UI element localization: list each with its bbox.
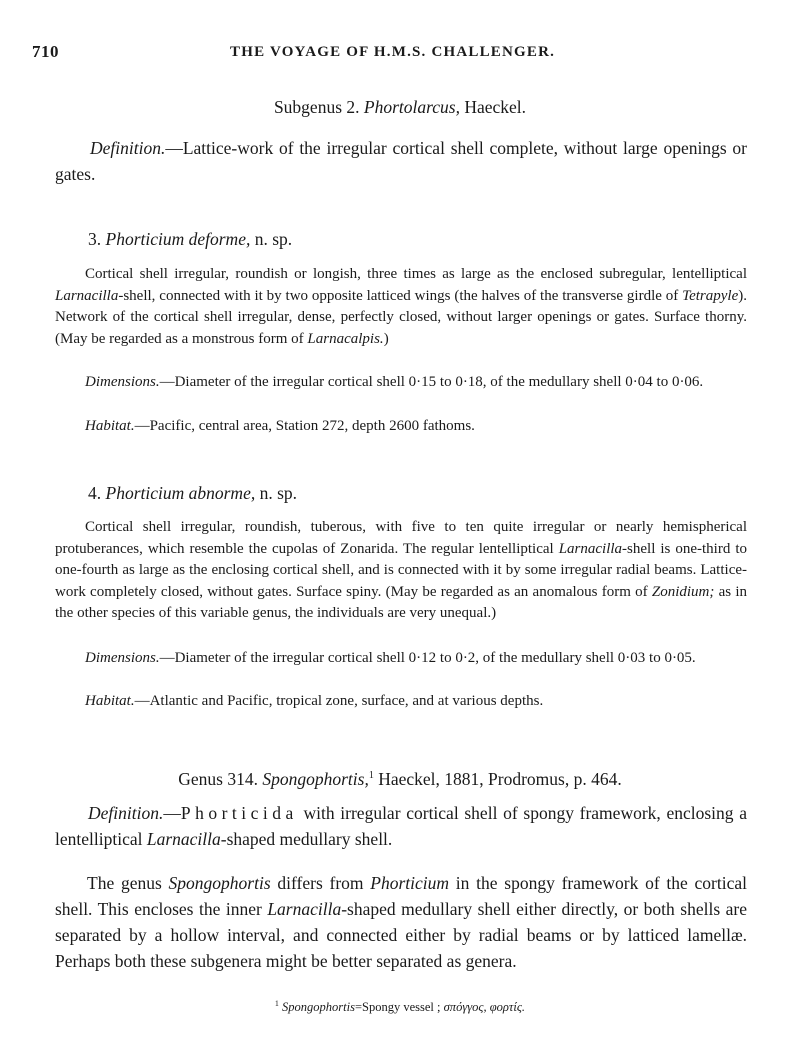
dimensions-text: —Diameter of the irregular cortical shell 0·12 to 0·2, of the medullary shell 0·03 to 0·05. [159,650,696,666]
genus-prefix: Genus 314. [178,768,258,789]
taxon-name: Larnacalpis. [307,330,384,347]
subgenus-author: Haeckel. [464,97,527,117]
taxon-name: Larnacilla [55,287,119,304]
dimensions-label: Dimensions. [85,650,160,666]
definition-text: with irregular cortical shell of spongy framework, enclosing a lentelliptical [55,803,748,849]
habitat-label: Habitat. [85,418,135,434]
subgenus-definition [55,135,747,187]
dimensions-text: —Diameter of the irregular cortical shell 0·15 to 0·18, of the medullary shell 0·04 to 0·06. [159,374,704,390]
habitat-text: —Atlantic and Pacific, tropical zone, surface, and at various depths. [134,693,544,709]
genus-description [55,870,747,974]
species-habitat [85,416,747,438]
taxon-name: Tetrapyle [682,287,739,304]
species-heading [88,480,297,506]
taxon-name: Larnacilla [558,540,623,557]
species-habitat [85,691,747,713]
family-name: Phorticida [180,803,298,823]
body-text: in the spongy framework of the cortical shell. This encloses the inner [55,873,748,919]
description-text: Cortical shell irregular, roundish, tuberous, with five to ten quite irregular or nearly hemispherical protuberances, which resemble the cupolas of Zonarida. The regular lentelliptical [55,519,747,557]
species-suffix: n. sp. [254,229,293,249]
dimensions-label: Dimensions. [85,374,160,390]
description-text: -shell, connected with it by two opposite latticed wings (the halves of the transverse girdle of [118,287,679,304]
description-text: ) [383,330,389,347]
species-suffix: n. sp. [259,483,298,503]
footnote-mark: 1 [274,999,279,1008]
body-text: differs from [277,873,364,893]
species-dimensions [55,648,747,670]
body-text: The genus [87,873,162,893]
subgenus-heading [0,94,800,120]
description-text: ). Network of the cortical shell irregular, dense, perfectly closed, without larger openings or gates. Surface thorny. (May be regarded as a monstrous form of [55,287,748,347]
footnote-term: Spongophortis [282,1000,355,1015]
genus-citation: Haeckel, 1881, Prodromus, p. 464. [378,768,622,789]
footnote-greek: σπόγγος, φορτίς. [443,1000,526,1015]
genus-definition [55,800,747,852]
species-dimensions [55,372,747,394]
definition-dash: — [163,803,181,823]
taxon-name: Zonidium; [651,583,715,600]
taxon-name: Larnacilla [146,829,221,849]
footnote [0,996,800,1015]
species-description [55,264,747,350]
running-header: THE VOYAGE OF H.M.S. CHALLENGER. [230,44,556,60]
taxon-name: Phorticium [370,873,450,893]
definition-text: —Lattice-work of the irregular cortical shell complete, without large openings or gates. [55,138,747,184]
habitat-label: Habitat. [85,693,135,709]
species-description [55,517,747,625]
species-number: 4. [88,483,102,503]
footnote-text: =Spongy vessel ; [354,1000,441,1015]
taxon-name: Spongophortis [168,873,271,893]
description-text: Cortical shell irregular, roundish or longish, three times as large as the enclosed subregular, lentelliptical [85,266,747,282]
species-name: Phorticium abnorme, [105,483,256,503]
description-text: as in the other species of this variable genus, the individuals are very unequal.) [55,583,748,622]
species-name: Phorticium deforme, [105,229,251,249]
genus-name: Spongophortis, [262,768,369,789]
description-text: -shell is one-third to one-fourth as large as the enclosing cortical shell, and is connected with it by some irregular radial beams. Lattice-work completely closed, without gates. Surface spiny. (May be regarded as an anomalous form of [55,540,748,600]
definition-label: Definition. [90,138,166,158]
body-text: -shaped medullary shell either directly, or both shells are separated by a hollow interval, and connected either by radial beams or by latticed lamellæ. Perhaps both these subgenera might be better separated as genera. [55,899,748,971]
subgenus-prefix: Subgenus 2. [273,97,360,117]
definition-label: Definition. [88,803,164,823]
species-number: 3. [88,229,102,249]
page-number: 710 [32,42,59,61]
definition-text: -shaped medullary shell. [220,829,393,849]
genus-heading [0,763,800,792]
subgenus-name: Phortolarcus, [363,97,460,117]
species-heading [88,226,292,252]
habitat-text: —Pacific, central area, Station 272, depth 2600 fathoms. [134,418,475,434]
taxon-name: Larnacilla [267,899,342,919]
footnote-mark: 1 [368,770,374,781]
